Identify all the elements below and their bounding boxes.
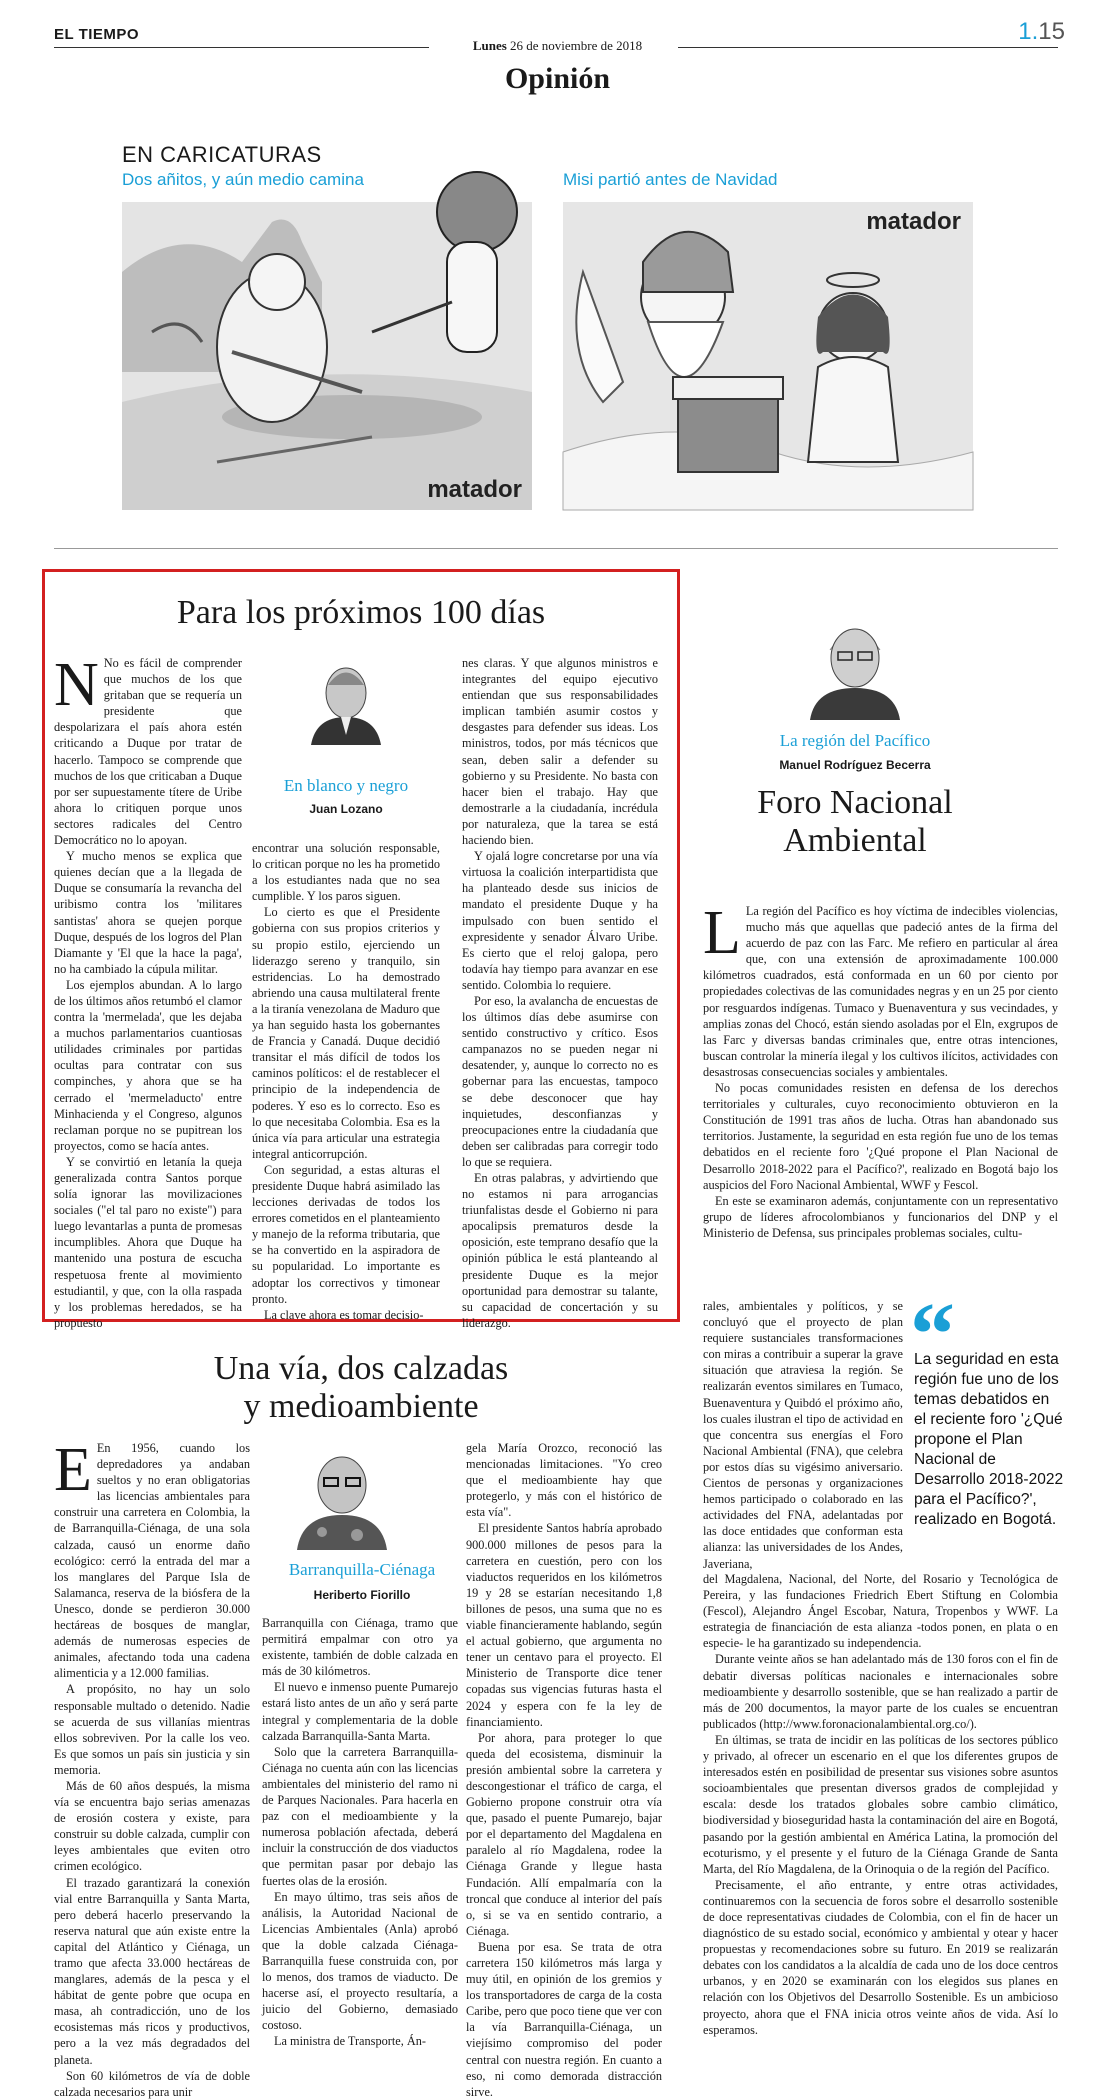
article3-paragraph: Durante veinte años se han adelantado más de 130 foros con el fin de debatir diversas políticas nacionales e internacionales sobre medioambiente y desarrollo sostenible, que se han realizado a partir de más de 200 documentos, la mayor parte de los cuales se encuentran publicados (http://www.foronacionalambiental.org.co/).	[703, 1652, 1058, 1731]
article1-headline: Para los próximos 100 días	[176, 594, 546, 631]
section-title: Opinión	[504, 62, 611, 95]
article1-column-2	[252, 840, 440, 1322]
cartoon-left	[122, 202, 532, 510]
article1-paragraph: La clave ahora es tomar decisio-	[264, 1307, 424, 1322]
article3-paragraph: del Magdalena, Nacional, del Norte, del Rosario y Tecnológica de Pereira, y las fundaciones Friedrich Ebert Stiftung en Colombia (Fescol), Alejandro Ángel Escobar, Natura, Tropenbos y WWF. La estrategia de financiación de esta alianza -todos ponen, en plata o en especie- le ha garantizado su independencia.	[703, 1572, 1058, 1651]
article1-author: Juan Lozano	[309, 802, 383, 816]
article3-paragraph: La región del Pacífico es hoy víctima de indecibles violencias, mucho más que aquellas que padeció antes de la firma del acuerdo de paz con las Farc. Me refiero en particular al área que, con una extensión de aproximadamente 100.000 kilómetros cuadrados, está conformada en un 60 por ciento por propiedades colectivas de las comunidades negras y en un 25 por ciento por resguardos indígenas. Tumaco y Buenaventura y sus vecindades, y amplias zonas del Chocó, están siendo asoladas por el Eln, exgrupos de las Farc y diversas bandas criminales que, entre otras intenciones, buscan controlar la minería ilegal y los cultivos ilícitos, actividades con desastrosas consecuencias sociales y ambientales.	[703, 904, 1058, 1079]
quote-mark-icon: “	[910, 1285, 955, 1384]
author-portrait-icon	[306, 655, 386, 745]
cartoon-right-drawing	[563, 202, 973, 510]
caricaturas-heading: EN CARICATURAS	[122, 142, 322, 167]
article2-dropcap: E	[54, 1436, 92, 1504]
article2-author: Heriberto Fiorillo	[313, 1588, 411, 1602]
article1-dropcap: N	[54, 651, 99, 719]
article1-column-tag: En blanco y negro	[283, 776, 409, 795]
article2-column-2	[262, 1615, 458, 2080]
article1-column-1	[54, 651, 242, 1330]
article2-paragraph: gela María Orozco, reconoció las mencionadas limitaciones. "Yo creo que el medioambiente hay que protegerlo, y más con el histórico de esta vía".	[466, 1441, 662, 1520]
article3-paragraph: En últimas, se trata de incidir en las políticas de los sectores público y privado, al ofrecer un escenario en el que los diferentes grupos de interesados estén en posibilidad de presentar sus visiones sobre asuntos socioambientales que presentan diversos grados de complejidad y escala: desde los tratados globales sobre cambio climático, biodiversidad y bioseguridad hasta la contaminación del aire en Bogotá, pasando por la gestión ambiental en América Latina, la promoción del ecoturismo, y el presente y el futuro de la Ciénaga Grande de Santa Marta, del Río Magdalena, de la Orinoquia o de la región del Pacífico.	[703, 1732, 1058, 1876]
article3-paragraph: En este se examinaron además, conjuntamente con un representativo grupo de líderes afrocolombianos y funcionarios del DNP y el Ministerio de Defensa, sus principales problemas sociales, cultu-	[703, 1193, 1058, 1240]
article3-intro	[703, 899, 1058, 1298]
article3-author: Manuel Rodríguez Becerra	[779, 758, 931, 772]
author-portrait-icon	[805, 610, 905, 720]
cartoon-right-signature: matador	[866, 208, 961, 235]
article2-paragraph: En 1956, cuando los depredadores ya andaban sueltos y no eran obligatorias las licencias ambientales para construir una carretera en Colombia, la de Barranquilla-Ciénaga, de una sola calzada, causó un enorme daño ecológico: cerró la entrada del mar a los manglares del Parque Isla de Salamanca, reserva de la biósfera de la Unesco, donde se perdieron 30.000 hectáreas de bosques de manglar, además de numerosas especies de animales, afectando toda una cadena alimenticia y a 12.000 familias.	[54, 1441, 250, 1681]
article2-paragraph: La ministra de Transporte, Án-	[274, 2034, 426, 2049]
article2-paragraph: El nuevo e inmenso puente Pumarejo estará listo antes de un año y será parte integral y complementaria de la doble calzada Barranquilla-Santa Marta.	[262, 1680, 458, 1743]
article2-paragraph: A propósito, no hay un solo responsable multado o detenido. Nadie se acuerda de sus villanías mientras ellos sobreviven. Por la calle los veo. Es que somos un país sin justicia y sin memoria.	[54, 1682, 250, 1777]
article3-tail	[703, 1571, 1058, 2081]
cartoon-right	[563, 202, 973, 510]
dateline	[0, 38, 1115, 54]
article1-paragraph: No es fácil de comprender que muchos de los que gritaban que se requería un presidente que despolarizara el país ahora estén criticando a Duque por tratar de hacerlo. Tampoco se comprende que muchos de los que criticaban a Duque por ser supuestamente títere de Uribe ahora lo critiquen porque unos sectores radicales del Centro Democrático no lo apoyan.	[54, 656, 242, 848]
article2-paragraph: Buena por esa. Se trata de otra carretera 150 kilómetros más larga y muy útil, en opinión de los gremios y los transportadores de carga de la costa Caribe, pero que poco tiene que ver con la vía Barranquilla-Ciénaga, un viejísimo compromiso del poder central con nuestra región. En cuanto a eso, ni como demorada distracción sirve.	[466, 1939, 662, 2099]
date-day: Lunes	[472, 38, 507, 53]
date-rest: 26 de noviembre de 2018	[510, 38, 643, 53]
article2-column-tag: Barranquilla-Ciénaga	[288, 1560, 436, 1579]
article1-paragraph: Lo cierto es que el Presidente gobierna con sus propios criterios y su propio estilo, ejerciendo un liderazgo sereno y tranquilo, sin estridencias. Lo ha demostrado abriendo una causa multilateral frente a la tiranía venezolana de Maduro que ya han seguido hasta los gobernantes de Francia y Canadá. Duque decidió transitar el más difícil de todos los caminos políticos: el de restablecer el principio de la independencia de poderes. Y eso es lo correcto. Eso es lo que necesitaba Colombia. Esa es la única vía para articular una estrategia integral anticorrupción.	[252, 905, 440, 1161]
article2-headline-line: y medioambiente	[243, 1388, 479, 1425]
page-number-suffix: 15	[1038, 18, 1065, 45]
article1-column-3	[462, 655, 658, 1330]
article1-paragraph: Y mucho menos se explica que quienes decían que a la llegada de Duque se consumaría la revancha del uribismo contra los 'militares santistas' ahora se quejen porque Duque, después de los logros del Plan Diamante y 'El que la hace la paga', no ha cambiado la cúpula militar.	[54, 849, 242, 976]
article2-paragraph: Más de 60 años después, la misma vía se encuentra bajo serias amenazas de erosión costera y existe, para construir su doble calzada, cumplir con leyes ambientales que eviten otro crimen ecológico.	[54, 1778, 250, 1874]
article3-paragraph: Precisamente, el año entrante, y entre otras actividades, continuaremos con la secuencia de foros sobre el desarrollo sostenible de doce representativas ciudades de Colombia, con el fin de hacer un diagnóstico de su estado social, económico y ambiental y otear y hacer propuestas y recomendaciones sobre su futuro. En 2019 se realizarán debates con los candidatos a la alcaldía de cada uno de los doce centros urbanos, y en 2020 se examinarán con los elegidos sus planes en relación con los Objetivos del Desarrollo Sostenible. Es un ambicioso proyecto, ahora que el FNA inicia otros veinte años de vida. Así lo esperamos.	[703, 1877, 1058, 2037]
article3-paragraph: No pocas comunidades resisten en defensa de los derechos territoriales y culturales, cuyo reconocimiento obtuvieron en la Constitución de 1991 tras años de lucha. Otras han abandonado sus territorios. Justamente, la seguridad en esta región fue uno de los temas debatidos en el reciente foro '¿Qué propone el Plan Nacional de Desarrollo 2018-2022 para el Pacífico?', realizado en Bogotá bajo los auspicios del Foro Nacional Ambiental, WWF y Fescol.	[703, 1081, 1058, 1192]
article2-headline-line: Una vía, dos calzadas	[213, 1350, 509, 1387]
article2-paragraph: En mayo último, tras seis años de análisis, la Autoridad Nacional de Licencias Ambientales (Anla) aprobó que la doble calzada Ciénaga-Barranquilla fuese construida con, por lo menos, dos tramos de viaducto. De hacerse así, el proyecto resultaría, a juicio del Gobierno, demasiado costoso.	[262, 1889, 458, 2033]
cartoon-left-title: Dos añitos, y aún medio camina	[122, 170, 364, 189]
article3-paragraph: rales, ambientales y políticos, y se concluyó que el proyecto de plan requiere sustanciales transformaciones con miras a contribuir a superar la grave situación que atraviesa la región. Se realizarán eventos similares en Tumaco, Buenaventura y Quibdó el próximo año, los cuales ilustran el tipo de actividad en que concentra sus energías el Foro Nacional Ambiental (FNA), que celebra por estos días su vigésimo aniversario. Cientos de personas y organizaciones hemos participado o colaborado en las actividades del FNA, adelantadas por las doce entidades que conforman esta alianza: las universidades de los Andes, Javeriana,	[703, 1299, 903, 1571]
cartoon-right-title: Misi partió antes de Navidad	[563, 170, 778, 189]
author-portrait-icon	[292, 1440, 392, 1550]
article1-paragraph: encontrar una solución responsable, lo critican porque no les ha prometido a los estudiantes nada que no sea cumplible. Y los paros siguen.	[252, 841, 440, 904]
article1-paragraph: En otras palabras, y advirtiendo que no estamos ni para arrogancias triunfalistas desde el Gobierno ni para apocalipsis prematuros desde la oposición, este temprano desafío que la opinión pública le está planteando al presidente Duque es la mejor oportunidad para demostrar su talante, su capacidad de concertación y su liderazgo.	[462, 1171, 658, 1330]
article2-column-1	[54, 1436, 250, 2099]
article1-paragraph: nes claras. Y que algunos ministros e integrantes del equipo ejecutivo entiendan que sus responsabilidades implican también asumir costos y desgastes para defender sus ideas. Los ministros, todos, por más técnicos que sean, deben salir a defender su gobierno y su Presidente. No basta con hacer bien el trabajo. Hay que demostrarle a la ciudadanía, incrédula por naturaleza, que la tarea se está haciendo bien.	[462, 656, 658, 848]
article3-headline-line: Foro Nacional	[757, 784, 953, 821]
cartoon-left-drawing	[122, 202, 532, 510]
page-number	[1018, 18, 1065, 46]
article2-author-photo	[292, 1440, 392, 1550]
article2-paragraph: Son 60 kilómetros de vía de doble calzada necesarios para unir	[54, 2068, 250, 2099]
article3-headline	[700, 784, 1010, 860]
article2-paragraph: Solo que la carretera Barranquilla-Ciénaga no cuenta aún con las licencias ambientales del ministerio del ramo ni de Parques Nacionales. Para hacerla en paz con el medioambiente y la numerosa población afectada, deberá incluir la construcción de dos viaductos que permitan pasar por debajo las fuertes olas de la erosión.	[262, 1744, 458, 1888]
article3-headline-line: Ambiental	[783, 822, 927, 859]
article2-column-3	[466, 1440, 662, 2099]
article2-paragraph: El trazado garantizará la conexión vial entre Barranquilla y Santa Marta, pero deberá hacerlo preservando la reserva natural que aún existe entre la capital del Atlántico y Ciénaga, un tramo que afecta 33.000 hectáreas de manglares, además de la pesca y el hábitat de gente pobre que ocupa en masa, ah contradicción, uno de los ecosistemas más ricos y productivos, pero a la vez más degradados del planeta.	[54, 1875, 250, 2067]
article2-paragraph: Por ahora, para proteger lo que queda del ecosistema, disminuir la presión ambiental sobre la carretera y descongestionar el tráfico de carga, el Gobierno propone construir otra vía que, pasado el puente Pumarejo, bajar por el departamento del Magdalena en paralelo al río Magdalena, rodee la Ciénaga Grande y llegue hasta Fundación. Allí empalmaría con la troncal que conduce al interior del país o, si se va en sentido contrario, a Ciénaga.	[466, 1730, 662, 1938]
article2-paragraph: El presidente Santos habría aprobado 900.000 millones de pesos para la carretera en cuestión, pero con los viaductos requeridos en los kilómetros 19 y 28 se estarían necesitando 1,8 billones de pesos, una suma que no es viable financieramente hablando, según el actual gobierno, que argumenta no tener un centavo para el proyecto. El Ministerio de Transporte dice tener copadas sus vigencias futuras hasta el 2024 y espera con fe la ley de financiamiento.	[466, 1521, 662, 1729]
article2-headline	[54, 1350, 668, 1426]
article3-dropcap: L	[703, 899, 741, 967]
article3-narrow-column	[703, 1298, 903, 1571]
article1-author-photo	[306, 655, 386, 745]
article1-paragraph: Con seguridad, a estas alturas el presidente Duque habrá asimilado las lecciones derivadas de todos los errores cometidos en el planteamiento y manejo de la reforma tributaria, que se ha convertido en la aspiradora de su popularidad. Lo importante es adoptar los correctivos y timonear pronto.	[252, 1162, 440, 1306]
article1-paragraph: Y ojalá logre concretarse por una vía virtuosa la coalición interpartidista que ha planteado desde sus inicios de mandato el presidente Duque y ha impulsado con buen sentido el expresidente y senador Álvaro Uribe. Es cierto que el reloj galopa, pero todavía hay tiempo para avanzar en ese sentido. Colombia lo requiere.	[462, 849, 658, 992]
pull-quote: La seguridad en esta región fue uno de los temas debatidos en el reciente foro '¿Qué propone el Plan Nacional de Desarrollo 2018-2022 para el Pacífico?', realizado en Bogotá.	[914, 1351, 1064, 1528]
cartoon-left-signature: matador	[427, 476, 522, 503]
page-number-prefix: 1.	[1018, 18, 1039, 45]
article3-column-tag: La región del Pacífico	[779, 731, 931, 750]
article1-paragraph: Por eso, la avalancha de encuestas de los últimos días debe asumirse con sentido constructivo y crítico. Esos campanazos no se pueden negar ni desatender, y, aunque lo correcto no es gobernar para las encuestas, tampoco se debe desconocer que hay inquietudes, desconfianzas y preocupaciones entre la ciudadanía que deben ser calibradas para corregir todo lo que se requiera.	[462, 993, 658, 1169]
article1-paragraph: Los ejemplos abundan. A lo largo de los últimos años retumbó el clamor contra la 'mermelada', que les dejaba a muchos parlamentarios cuantiosas utilidades criminales por partidas ocultas para contratar con sus compinches, y ahora que se ha cerrado el 'mermeladucto' entre Minhacienda y el Congreso, algunos reclaman porque no se pupitrean los proyectos, como se hacía antes.	[54, 977, 242, 1153]
masthead-logo: EL TIEMPO	[54, 26, 140, 43]
article1-paragraph: Y se convirtió en letanía la queja generalizada contra Santos porque solía ignorar las movilizaciones sociales ("el tal paro no existe") para luego levantarlas a punta de promesas incumplibles. Ahora que Duque ha mantenido una postura de escucha respetuosa frente al movimiento estudiantil, y que, con la olla raspada y los problemas heredados, se ha propuesto	[54, 1154, 242, 1330]
section-divider	[54, 548, 1058, 549]
article2-paragraph: Barranquilla con Ciénaga, tramo que permitirá empalmar con otro ya existente, también de doble calzada en más de 30 kilómetros.	[262, 1616, 458, 1679]
article3-author-photo	[805, 610, 905, 720]
